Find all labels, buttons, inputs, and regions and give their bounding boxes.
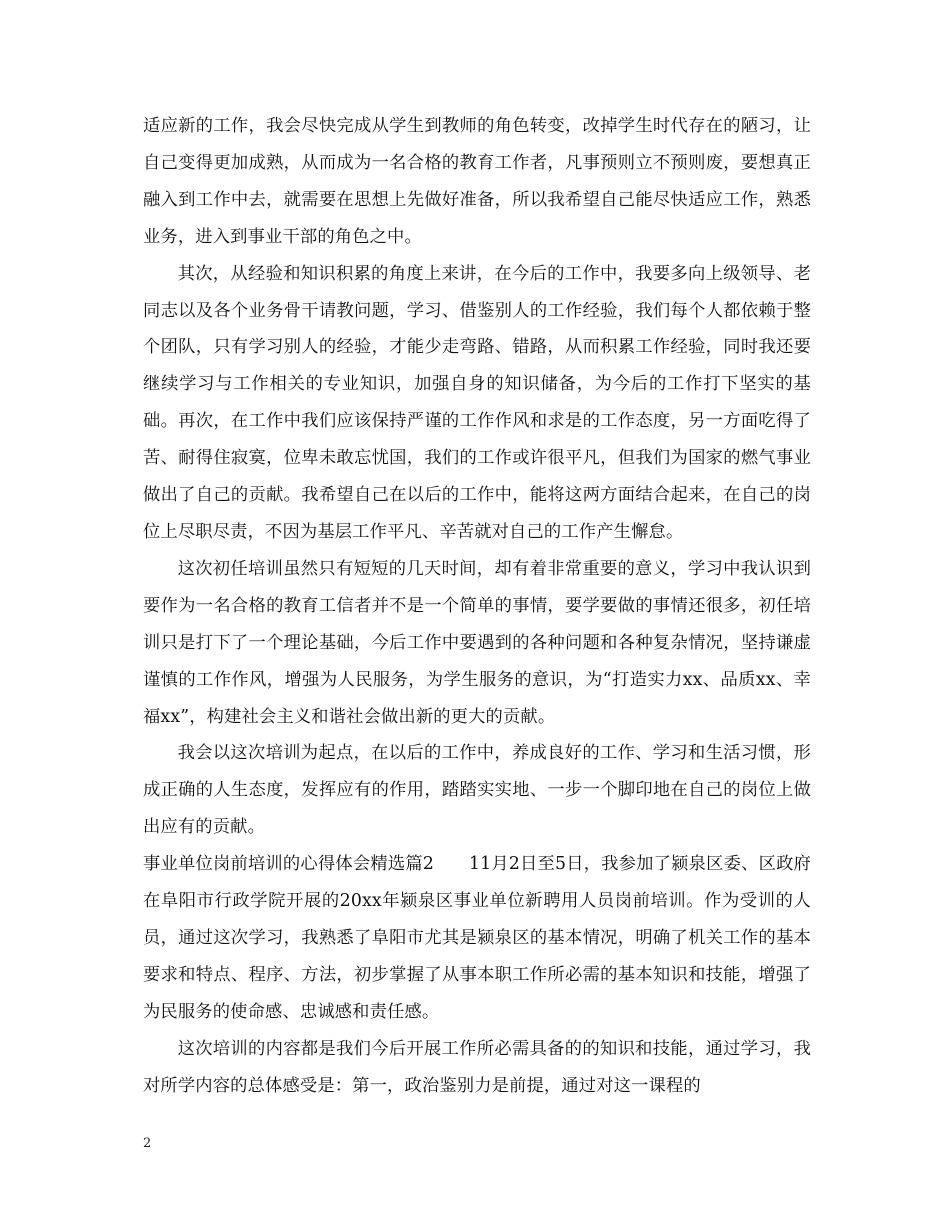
paragraph-2: 其次，从经验和知识积累的角度上来讲，在今后的工作中，我要多向上级领导、老同志以及各个业务骨干请教问题，学习、借鉴别人的工作经验，我们每个人都依赖于整个团队，只有学习别人的经验，才能少走弯路、错路，从而积累工作经验，同时我还要继续学习与工作相关的专业知识，加强自身的知识储备，为今后的工作打下坚实的基础。再次，在工作中我们应该保持严谨的工作作风和求是的工作态度，另一方面吃得了苦、耐得住寂寞，位卑未敢忘忧国，我们的工作或许很平凡，但我们为国家的燃气事业做出了自己的贡献。我希望自己在以后的工作中，能将这两方面结合起来，在自己的岗位上尽职尽责，不因为基层工作平凡、辛苦就对自己的工作产生懈怠。: [143, 263, 811, 542]
paragraph-5: 事业单位岗前培训的心得体会精选篇2 11月2日至5日，我参加了颍泉区委、区政府在阜阳市行政学院开展的20xx年颍泉区事业单位新聘用人员岗前培训。作为受训的人员，通过这次学习，我熟悉了阜阳市尤其是颍泉区的基本情况，明确了机关工作的基本要求和特点、程序、方法，初步掌握了从事本职工作所必需的基本知识和技能，增强了为民服务的使命感、忠诚感和责任感。: [143, 854, 811, 1022]
paragraph-6: 这次培训的内容都是我们今后开展工作所必需具备的的知识和技能，通过学习，我对所学内容的总体感受是：第一，政治鉴别力是前提，通过对这一课程的: [143, 1038, 811, 1096]
page-number: 2: [143, 1136, 152, 1151]
paragraph-4: 我会以这次培训为起点，在以后的工作中，养成良好的工作、学习和生活习惯，形成正确的人生态度，发挥应有的作用，踏踏实实地、一步一个脚印地在自己的岗位上做出应有的贡献。: [143, 743, 811, 838]
paragraph-3: 这次初任培训虽然只有短短的几天时间，却有着非常重要的意义，学习中我认识到要作为一名合格的教育工信者并不是一个简单的事情，要学要做的事情还很多，初任培训只是打下了一个理论基础，今后工作中要遇到的各种问题和各种复杂情况，坚持谦虚谨慎的工作作风，增强为人民服务，为学生服务的意识，为“打造实力xx、品质xx、幸福xx”，构建社会主义和谐社会做出新的更大的贡献。: [143, 558, 811, 727]
document-body: [143, 108, 811, 1104]
paragraph-1: 适应新的工作，我会尽快完成从学生到教师的角色转变，改掉学生时代存在的陋习，让自己变得更加成熟，从而成为一名合格的教育工作者，凡事预则立不预则废，要想真正融入到工作中去，就需要在思想上先做好准备，所以我希望自己能尽快适应工作，熟悉业务，进入到事业干部的角色之中。: [143, 116, 811, 247]
